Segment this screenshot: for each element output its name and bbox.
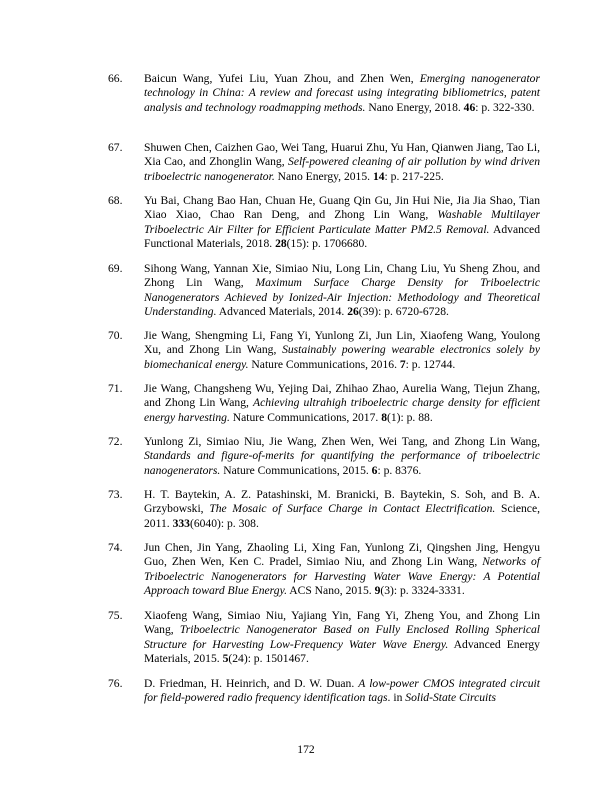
- reference-entry-68: [108, 194, 540, 252]
- reference-text: D. Friedman, H. Heinrich, and D. W. Duan. A low-power CMOS integrated circuit for field-powered radio frequency identification tags. in Solid-State Circuits: [144, 677, 540, 705]
- reference-entry-74: [108, 541, 540, 599]
- reference-number: 76.: [108, 677, 123, 690]
- reference-number: 74.: [108, 541, 123, 554]
- reference-title: Triboelectric Nanogenerator Based on Fully Enclosed Rolling Spherical Structure for Harvesting Low-Frequency Water Wave Energy.: [144, 623, 540, 651]
- reference-number: 75.: [108, 609, 123, 622]
- reference-entry-71: [108, 382, 540, 425]
- reference-title: Washable Multilayer Triboelectric Air Filter for Efficient Particulate Matter PM2.5 Removal.: [144, 208, 540, 236]
- reference-volume: 46: [463, 100, 476, 114]
- reference-title: The Mosaic of Surface Charge in Contact Electrification.: [209, 502, 496, 516]
- reference-text: Yunlong Zi, Simiao Niu, Jie Wang, Zhen Wen, Wei Tang, and Zhong Lin Wang, Standards and figure-of-merits for quantifying the performance of triboelectric nanogenerators. Nature Communications, 2015. 6: p. 8376.: [144, 435, 540, 477]
- reference-text: Shuwen Chen, Caizhen Gao, Wei Tang, Huarui Zhu, Yu Han, Qianwen Jiang, Tao Li, Xia Cao, and Zhonglin Wang, Self-powered cleaning of air pollution by wind driven triboelectric nanogenerator. Nano Energy, 2015. 14: p. 217-225.: [144, 141, 541, 183]
- reference-number: 70.: [108, 329, 123, 342]
- reference-title: Sustainably powering wearable electronics solely by biomechanical energy.: [144, 343, 540, 371]
- reference-number: 72.: [108, 435, 123, 448]
- reference-volume: 7: [399, 357, 406, 371]
- reference-volume: 14: [372, 169, 385, 183]
- reference-text: Jie Wang, Shengming Li, Fang Yi, Yunlong Zi, Jun Lin, Xiaofeng Wang, Youlong Xu, and Zhong Lin Wang, Sustainably powering wearable electronics solely by biomechanical energy. Nature Communications, 2016. 7: p. 12744.: [144, 329, 540, 371]
- reference-title: Self-powered cleaning of air pollution by wind driven triboelectric nanogenerator.: [144, 155, 541, 183]
- reference-text: Sihong Wang, Yannan Xie, Simiao Niu, Long Lin, Chang Liu, Yu Sheng Zhou, and Zhong Lin Wang, Maximum Surface Charge Density for Triboelectric Nanogenerators Achieved by Ionized-Air Injection: Methodology and Theoretical Understanding. Advanced Materials, 2014. 26(39): p. 6720-6728.: [144, 262, 540, 319]
- reference-text: Xiaofeng Wang, Simiao Niu, Yajiang Yin, Fang Yi, Zheng You, and Zhong Lin Wang, Triboelectric Nanogenerator Based on Fully Enclosed Rolling Spherical Structure for Harvesting Low-Frequency Water Wave Energy. Advanced Energy Materials, 2015. 5(24): p. 1501467.: [144, 609, 540, 666]
- reference-entry-72: [108, 435, 540, 478]
- reference-entry-69: [108, 262, 540, 320]
- reference-title: Achieving ultrahigh triboelectric charge density for efficient energy harvesting.: [144, 396, 540, 424]
- reference-entry-66: [108, 72, 540, 115]
- reference-number: 73.: [108, 488, 123, 501]
- page-number: 172: [297, 743, 315, 756]
- reference-text: Yu Bai, Chang Bao Han, Chuan He, Guang Qin Gu, Jin Hui Nie, Jia Jia Shao, Tian Xiao Xiao, Chao Ran Deng, and Zhong Lin Wang, Washable Multilayer Triboelectric Air Filter for Efficient Particulate Matter PM2.5 Removal. Advanced Functional Materials, 2018. 28(15): p. 1706680.: [144, 194, 540, 251]
- reference-title: Maximum Surface Charge Density for Triboelectric Nanogenerators Achieved by Ionized-Air Injection: Methodology and Theoretical Understanding.: [144, 276, 540, 319]
- reference-entry-70: [108, 329, 540, 372]
- reference-volume: 9: [374, 584, 381, 598]
- reference-number: 71.: [108, 382, 123, 395]
- reference-volume: 6: [371, 463, 378, 477]
- reference-volume: 5: [222, 652, 229, 666]
- reference-title: A low-power CMOS integrated circuit for field-powered radio frequency identification tags: [144, 677, 540, 705]
- reference-title: Emerging nanogenerator technology in China: A review and forecast using integrating bibliometrics, patent analysis and technology roadmapping methods.: [144, 72, 540, 114]
- reference-title: Standards and figure-of-merits for quantifying the performance of triboelectric nanogenerators.: [144, 449, 540, 477]
- reference-text: H. T. Baytekin, A. Z. Patashinski, M. Branicki, B. Baytekin, S. Soh, and B. A. Grzybowski, The Mosaic of Surface Charge in Contact Electrification. Science, 2011. 333(6040): p. 308.: [144, 488, 540, 530]
- reference-number: 67.: [108, 141, 123, 154]
- reference-entry-67: [108, 141, 540, 184]
- reference-text: Baicun Wang, Yufei Liu, Yuan Zhou, and Zhen Wen, Emerging nanogenerator technology in China: A review and forecast using integrating bibliometrics, patent analysis and technology roadmapping methods. Nano Energy, 2018. 46: p. 322-330.: [144, 72, 540, 114]
- reference-text: Jun Chen, Jin Yang, Zhaoling Li, Xing Fan, Yunlong Zi, Qingshen Jing, Hengyu Guo, Zhen Wen, Ken C. Pradel, Simiao Niu, and Zhong Lin Wang, Networks of Triboelectric Nanogenerators for Harvesting Water Wave Energy: A Potential Approach toward Blue Energy. ACS Nano, 2015. 9(3): p. 3324-3331.: [144, 541, 540, 598]
- reference-volume: 28: [275, 237, 287, 251]
- reference-entry-73: [108, 488, 540, 531]
- reference-entry-76: [108, 677, 540, 706]
- reference-number: 66.: [108, 72, 123, 85]
- reference-number: 68.: [108, 194, 123, 207]
- reference-volume: 333: [172, 516, 190, 530]
- reference-number: 69.: [108, 262, 123, 275]
- reference-venue: Solid-State Circuits: [405, 691, 496, 705]
- reference-text: Jie Wang, Changsheng Wu, Yejing Dai, Zhihao Zhao, Aurelia Wang, Tiejun Zhang, and Zhong Lin Wang, Achieving ultrahigh triboelectric charge density for efficient energy harvesting. Nature Communications, 2017. 8(1): p. 88.: [144, 382, 540, 424]
- reference-entry-75: [108, 609, 540, 667]
- reference-volume: 26: [347, 305, 359, 319]
- reference-volume: 8: [381, 410, 387, 424]
- reference-title: Networks of Triboelectric Nanogenerators for Harvesting Water Wave Energy: A Potential Approach toward Blue Energy.: [144, 555, 540, 598]
